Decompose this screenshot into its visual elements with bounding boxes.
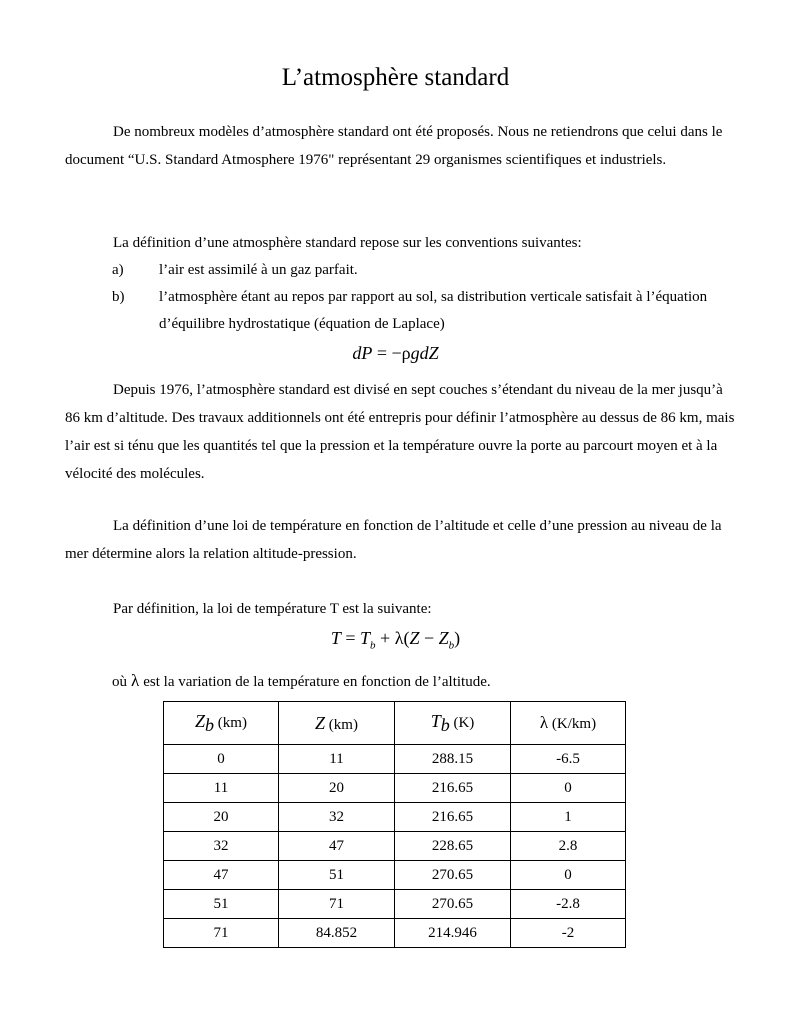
- temperature-law-intro: Par définition, la loi de température T est la suivante:: [113, 601, 432, 617]
- list-item-text: l’atmosphère étant au repos par rapport au sol, sa distribution verticale satisfait à l’équation d’équilibre hydrostatique (équation de Laplace): [159, 289, 708, 332]
- table-cell: -2: [511, 919, 626, 948]
- table-cell: 228.65: [395, 832, 511, 861]
- atmosphere-layers-table: [163, 701, 626, 948]
- table-cell: 32: [164, 832, 279, 861]
- table-cell: 2.8: [511, 832, 626, 861]
- table-cell: 0: [511, 861, 626, 890]
- lambda-definition: où λ est la variation de la température en fonction de l’altitude.: [112, 671, 491, 690]
- hydrostatic-equation: dP = −ρgdZ: [352, 343, 439, 363]
- table-row: [164, 890, 626, 919]
- definition-paragraph: La définition d’une loi de température en fonction de l’altitude et celle d’une pression au niveau de la mer détermine alors la relation altitude-pression.: [65, 518, 722, 562]
- table-header-row: [164, 702, 626, 745]
- list-item-label: b): [112, 289, 125, 305]
- table-row: [164, 861, 626, 890]
- header-lambda: λ (K/km): [511, 702, 626, 745]
- temperature-equation: $T = T_b + \lambda(Z - Z_b)$: [330, 628, 461, 652]
- table-cell: 11: [164, 774, 279, 803]
- table-cell: 20: [164, 803, 279, 832]
- table-row: [164, 745, 626, 774]
- table-cell: 1: [511, 803, 626, 832]
- conventions-intro: La définition d’une atmosphère standard repose sur les conventions suivantes:: [113, 235, 582, 251]
- table-cell: 0: [164, 745, 279, 774]
- table-cell: 71: [164, 919, 279, 948]
- table-row: [164, 774, 626, 803]
- table-cell: 71: [279, 890, 395, 919]
- intro-paragraph: De nombreux modèles d’atmosphère standard ont été proposés. Nous ne retiendrons que celui dans le document “U.S. Standard Atmosphere 1976" représentant 29 organismes scientifiques et industriels.: [65, 124, 723, 168]
- page-title: L’atmosphère standard: [281, 64, 510, 91]
- table-cell: 270.65: [395, 890, 511, 919]
- table-cell: 84.852: [279, 919, 395, 948]
- list-item-text: l’air est assimilé à un gaz parfait.: [159, 262, 358, 278]
- table-cell: 216.65: [395, 803, 511, 832]
- table-cell: 216.65: [395, 774, 511, 803]
- table-cell: 47: [164, 861, 279, 890]
- table-cell: 51: [279, 861, 395, 890]
- table-cell: 20: [279, 774, 395, 803]
- table-cell: 47: [279, 832, 395, 861]
- table-cell: -6.5: [511, 745, 626, 774]
- lambda-symbol: λ: [131, 671, 140, 690]
- table-cell: 288.15: [395, 745, 511, 774]
- table-row: [164, 919, 626, 948]
- table-cell: 32: [279, 803, 395, 832]
- table-row: [164, 803, 626, 832]
- table-cell: 0: [511, 774, 626, 803]
- layers-paragraph: Depuis 1976, l’atmosphère standard est divisé en sept couches s’étendant du niveau de la mer jusqu’à 86 km d’altitude. Des travaux additionnels ont été entrepris pour définir l’atmosphère au dessus de 86 km, mais l’air est si ténu que les quantités tel que la pression et la température ouvre la porte au parcourt moyen et à la vélocité des molécules.: [65, 382, 735, 482]
- table-cell: -2.8: [511, 890, 626, 919]
- list-item-label: a): [112, 262, 124, 278]
- header-zb: $Z_b$ (km): [164, 702, 279, 745]
- table-cell: 51: [164, 890, 279, 919]
- table-cell: 270.65: [395, 861, 511, 890]
- header-z: Z (km): [279, 702, 395, 745]
- table-cell: 214.946: [395, 919, 511, 948]
- table-cell: 11: [279, 745, 395, 774]
- table-row: [164, 832, 626, 861]
- header-tb: $T_b$ (K): [395, 702, 511, 745]
